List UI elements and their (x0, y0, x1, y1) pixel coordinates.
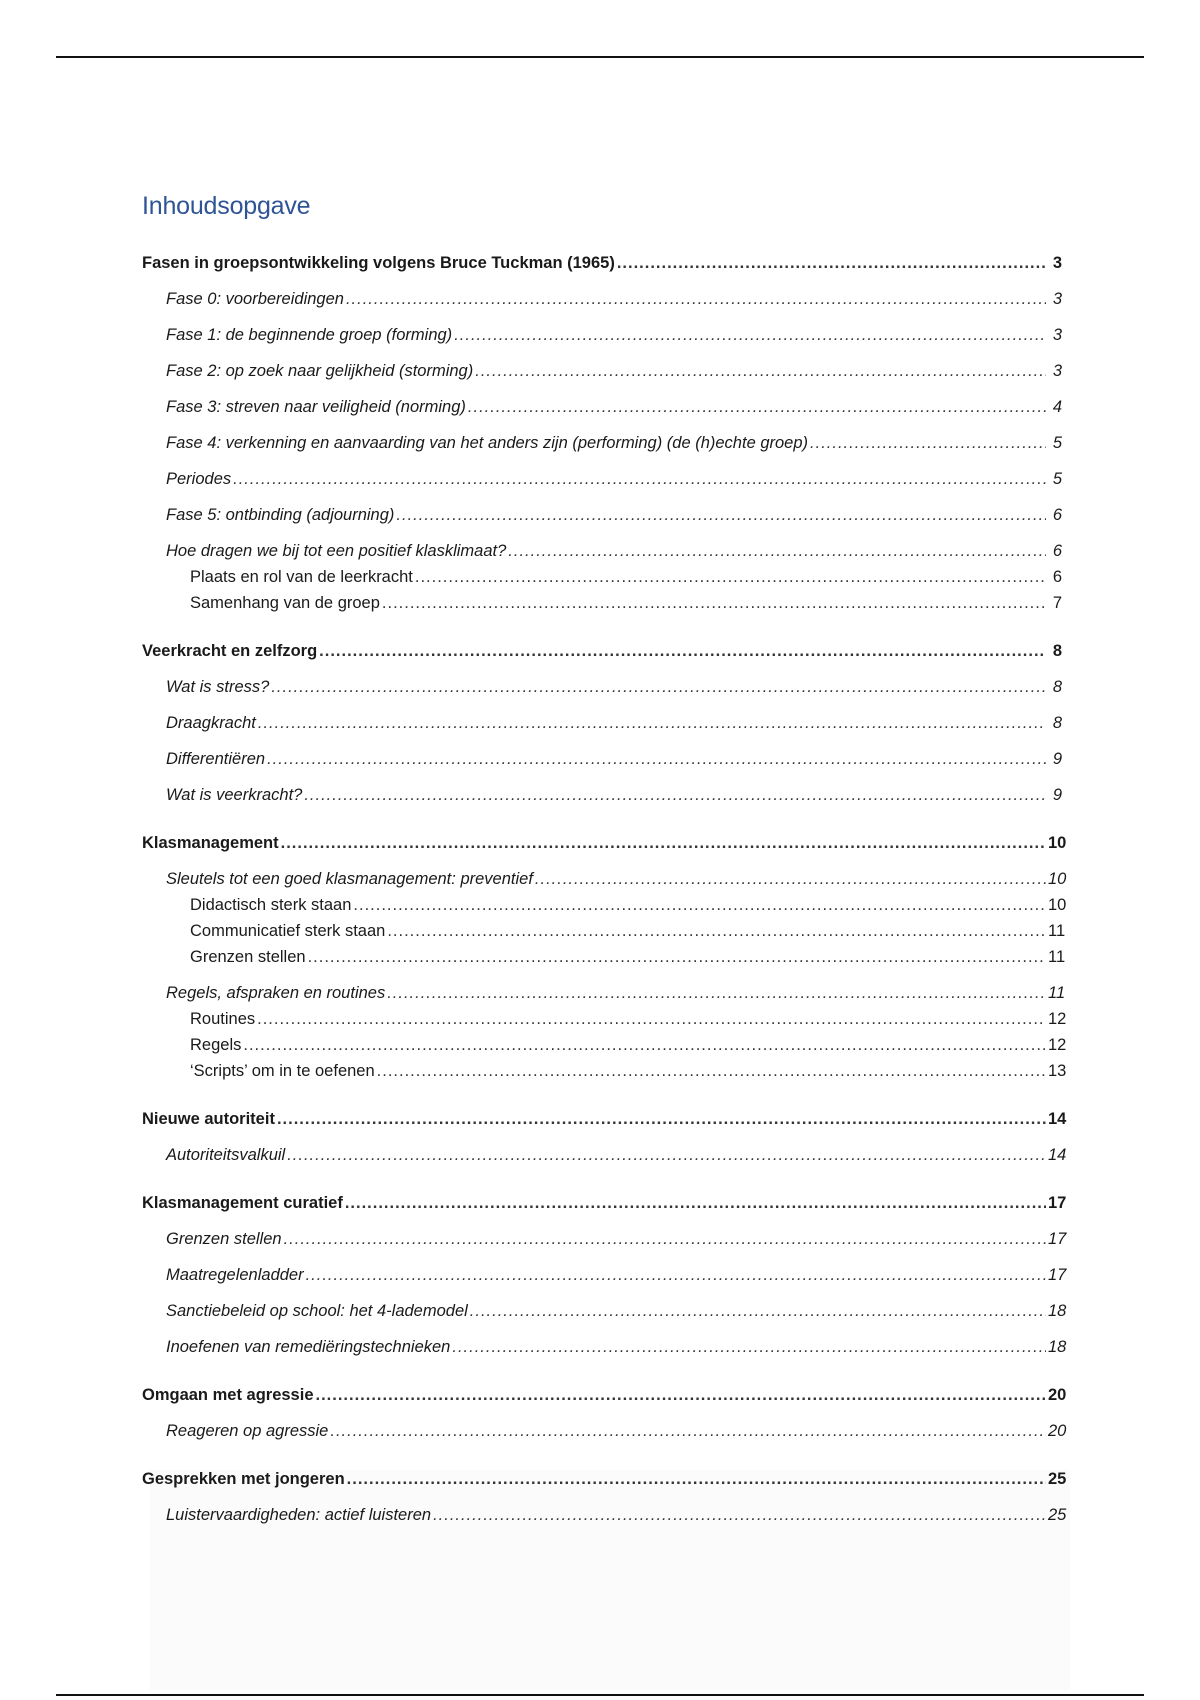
toc-entry-title: Fase 1: de beginnende groep (forming) (166, 326, 453, 344)
toc-entry-title: Maatregelenladder (166, 1266, 304, 1284)
toc-entry[interactable] (142, 1110, 1067, 1136)
dot-leader (535, 870, 1046, 889)
dot-leader (470, 1302, 1046, 1321)
dot-leader (284, 1230, 1046, 1249)
toc-entry-page-number: 6 (1052, 542, 1062, 560)
toc-entry-title: Fase 0: voorbereidingen (166, 290, 344, 308)
toc-entry-title: Communicatief sterk staan (190, 922, 386, 940)
dot-leader (267, 750, 1046, 769)
toc-entry-page-number: 17 (1048, 1266, 1067, 1284)
dot-leader (454, 326, 1046, 345)
toc-entry-title: Veerkracht en zelfzorg (142, 642, 318, 660)
toc-entry[interactable] (142, 1506, 1067, 1532)
dot-leader (258, 714, 1046, 733)
toc-entry[interactable] (142, 922, 1066, 948)
toc-entry-title: Gesprekken met jongeren (142, 1470, 345, 1488)
toc-entry-page-number: 11 (1048, 984, 1066, 1002)
toc-entry-title: Klasmanagement curatief (142, 1194, 343, 1212)
toc-entry[interactable] (142, 398, 1062, 424)
dot-leader (347, 1470, 1046, 1489)
toc-entry[interactable] (142, 326, 1062, 352)
toc-entry-page-number: 11 (1048, 948, 1066, 966)
toc-entry-page-number: 10 (1048, 896, 1067, 914)
toc-entry[interactable] (142, 542, 1062, 568)
dot-leader (468, 398, 1046, 417)
toc-entry[interactable] (142, 870, 1067, 896)
dot-leader (377, 1062, 1046, 1081)
toc-entry[interactable] (142, 1062, 1067, 1088)
footer-rule (56, 1694, 1144, 1696)
toc-entry-title: Samenhang van de groep (190, 594, 380, 612)
toc-entry[interactable] (142, 948, 1066, 974)
toc-entry-title: Fase 4: verkenning en aanvaarding van het anders zijn (performing) (de (h)echte groep) (166, 434, 809, 452)
dot-leader (304, 786, 1046, 805)
toc-entry-title: Fase 2: op zoek naar gelijkheid (storming) (166, 362, 474, 380)
toc-entry[interactable] (142, 834, 1067, 860)
toc-entry-title: Grenzen stellen (190, 948, 306, 966)
toc-entry[interactable] (142, 568, 1062, 594)
toc-entry[interactable] (142, 750, 1062, 776)
toc-entry[interactable] (142, 1422, 1067, 1448)
toc-entry-page-number: 3 (1052, 362, 1062, 380)
toc-entry-page-number: 3 (1052, 326, 1062, 344)
toc-entry-page-number: 12 (1048, 1010, 1067, 1028)
dot-leader (346, 290, 1046, 309)
toc-entry-page-number: 20 (1048, 1386, 1067, 1404)
toc-entry-title: Wat is stress? (166, 678, 270, 696)
toc-entry-title: Omgaan met agressie (142, 1386, 314, 1404)
dot-leader (271, 678, 1046, 697)
toc-entry-title: Plaats en rol van de leerkracht (190, 568, 413, 586)
toc-entry[interactable] (142, 896, 1067, 922)
toc-entry-page-number: 7 (1052, 594, 1062, 612)
toc-entry-title: Differentiëren (166, 750, 266, 768)
dot-leader (387, 922, 1046, 941)
toc-entry-title: Didactisch sterk staan (190, 896, 352, 914)
toc-entry[interactable] (142, 1266, 1067, 1292)
dot-leader (396, 506, 1046, 525)
toc-entry-page-number: 8 (1052, 714, 1062, 732)
toc-entry-page-number: 13 (1048, 1062, 1067, 1080)
toc-entry[interactable] (142, 1230, 1067, 1256)
toc-entry[interactable] (142, 642, 1062, 668)
toc-entry-page-number: 12 (1048, 1036, 1067, 1054)
toc-entry-page-number: 18 (1048, 1338, 1067, 1356)
dot-leader (233, 470, 1046, 489)
toc-entry-page-number: 6 (1052, 568, 1062, 586)
toc-entry[interactable] (142, 254, 1062, 280)
dot-leader (330, 1422, 1046, 1441)
toc-entry-page-number: 11 (1048, 922, 1066, 940)
toc-entry-title: Periodes (166, 470, 232, 488)
toc-entry[interactable] (142, 470, 1062, 496)
toc-entry-page-number: 6 (1052, 506, 1062, 524)
toc-entry[interactable] (142, 434, 1062, 460)
toc-entry[interactable] (142, 1302, 1067, 1328)
dot-leader (387, 984, 1046, 1003)
dot-leader (281, 834, 1046, 853)
toc-entry-page-number: 25 (1048, 1470, 1067, 1488)
toc-entry-title: Grenzen stellen (166, 1230, 282, 1248)
toc-entry[interactable] (142, 1386, 1067, 1412)
toc-entry[interactable] (142, 1010, 1067, 1036)
toc-entry-title: ‘Scripts’ om in te oefenen (190, 1062, 375, 1080)
toc-entry[interactable] (142, 984, 1066, 1010)
toc-entry-page-number: 4 (1052, 398, 1062, 416)
dot-leader (257, 1010, 1046, 1029)
dot-leader (433, 1506, 1046, 1525)
toc-entry-page-number: 10 (1048, 834, 1067, 852)
toc-entry-page-number: 14 (1048, 1146, 1067, 1164)
toc-entry[interactable] (142, 362, 1062, 388)
toc-entry-title: Sleutels tot een goed klasmanagement: preventief (166, 870, 533, 888)
dot-leader (316, 1386, 1047, 1405)
toc-entry-title: Autoriteitsvalkuil (166, 1146, 286, 1164)
dot-leader (452, 1338, 1046, 1357)
toc-entry-page-number: 5 (1052, 470, 1062, 488)
dot-leader (508, 542, 1046, 561)
toc-entry[interactable] (142, 1036, 1067, 1062)
dot-leader (353, 896, 1046, 915)
toc-entry[interactable] (142, 506, 1062, 532)
toc-entry[interactable] (142, 714, 1062, 740)
toc-entry[interactable] (142, 290, 1062, 316)
dot-leader (617, 254, 1046, 273)
toc-entry-title: Sanctiebeleid op school: het 4-lademodel (166, 1302, 468, 1320)
dot-leader (243, 1036, 1046, 1055)
toc-entry-title: Nieuwe autoriteit (142, 1110, 275, 1128)
page-title: Inhoudsopgave (142, 192, 311, 220)
toc-entry-page-number: 25 (1048, 1506, 1067, 1524)
toc-entry[interactable] (142, 1338, 1067, 1364)
toc-entry-title: Reageren op agressie (166, 1422, 329, 1440)
toc-entry-page-number: 3 (1052, 290, 1062, 308)
dot-leader (810, 434, 1046, 453)
dot-leader (308, 948, 1046, 967)
toc-entry-title: Fasen in groepsontwikkeling volgens Bruce Tuckman (1965) (142, 254, 615, 272)
toc-entry-page-number: 9 (1052, 786, 1062, 804)
dot-leader (382, 594, 1046, 613)
toc-entry-title: Fase 5: ontbinding (adjourning) (166, 506, 395, 524)
header-rule (56, 56, 1144, 58)
toc-entry-page-number: 5 (1052, 434, 1062, 452)
toc-entry-page-number: 9 (1052, 750, 1062, 768)
dot-leader (306, 1266, 1046, 1285)
toc-entry-title: Draagkracht (166, 714, 256, 732)
toc-entry-title: Luistervaardigheden: actief luisteren (166, 1506, 432, 1524)
toc-entry-page-number: 10 (1048, 870, 1067, 888)
toc-entry[interactable] (142, 1194, 1067, 1220)
toc-entry-title: Hoe dragen we bij tot een positief klasklimaat? (166, 542, 507, 560)
toc-entry-title: Fase 3: streven naar veiligheid (norming) (166, 398, 466, 416)
toc-entry-page-number: 20 (1048, 1422, 1067, 1440)
dot-leader (287, 1146, 1046, 1165)
toc-entry[interactable] (142, 678, 1062, 704)
toc-entry-title: Wat is veerkracht? (166, 786, 303, 804)
toc-entry-title: Regels, afspraken en routines (166, 984, 386, 1002)
toc-entry-page-number: 18 (1048, 1302, 1067, 1320)
dot-leader (345, 1194, 1046, 1213)
toc-entry-title: Inoefenen van remediëringstechnieken (166, 1338, 451, 1356)
dot-leader (277, 1110, 1046, 1129)
toc-entry-page-number: 17 (1048, 1194, 1067, 1212)
toc-entry-title: Regels (190, 1036, 242, 1054)
dot-leader (415, 568, 1046, 587)
toc-entry-page-number: 3 (1052, 254, 1062, 272)
toc-entry-title: Klasmanagement (142, 834, 279, 852)
table-of-contents (142, 254, 1067, 1532)
toc-entry[interactable] (142, 786, 1062, 812)
dot-leader (319, 642, 1046, 661)
toc-entry-page-number: 8 (1052, 678, 1062, 696)
toc-entry-page-number: 17 (1048, 1230, 1067, 1248)
toc-entry-page-number: 14 (1048, 1110, 1067, 1128)
toc-entry-page-number: 8 (1052, 642, 1062, 660)
toc-entry[interactable] (142, 594, 1062, 620)
toc-entry[interactable] (142, 1146, 1067, 1172)
toc-entry-title: Routines (190, 1010, 256, 1028)
dot-leader (475, 362, 1046, 381)
toc-entry[interactable] (142, 1470, 1067, 1496)
